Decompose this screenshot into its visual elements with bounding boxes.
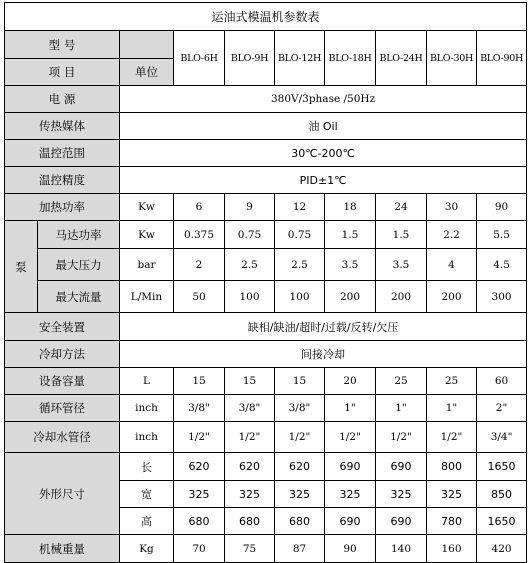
table-cell: 325 <box>325 481 376 508</box>
model-name: BLO-6H <box>174 31 225 86</box>
table-cell: 680 <box>174 508 225 535</box>
table-cell: 87 <box>275 535 325 563</box>
table-cell: 325 <box>427 481 477 508</box>
table-cell: 4.5 <box>477 249 527 281</box>
row-unit: Kg <box>120 535 174 563</box>
unit-label: 单位 <box>120 59 174 86</box>
table-cell: 24 <box>376 194 427 221</box>
table-cell: 12 <box>275 194 325 221</box>
row-label: 冷却水管径 <box>5 422 120 453</box>
table-cell: 200 <box>325 281 376 313</box>
table-cell: 18 <box>325 194 376 221</box>
table-cell: 6 <box>174 194 225 221</box>
medium-row <box>5 113 527 140</box>
table-cell: 200 <box>427 281 477 313</box>
cool-pipe-row <box>5 422 527 453</box>
table-cell: 140 <box>376 535 427 563</box>
weight-row <box>5 535 527 563</box>
capacity-row <box>5 368 527 395</box>
table-cell: 50 <box>174 281 225 313</box>
table-cell: 325 <box>275 481 325 508</box>
pump-label: 泵 <box>5 221 38 313</box>
table-cell: 15 <box>225 368 275 395</box>
model-name: BLO-9H <box>225 31 275 86</box>
safety-row <box>5 313 527 341</box>
table-cell: 60 <box>477 368 527 395</box>
row-unit: 宽 <box>120 481 174 508</box>
table-cell: 800 <box>427 453 477 481</box>
max-pressure-row <box>5 249 527 281</box>
table-cell: 1" <box>376 395 427 422</box>
table-cell: 1/2" <box>376 422 427 453</box>
row-value: 油 Oil <box>120 113 527 140</box>
table-cell: 3/8" <box>174 395 225 422</box>
title-row <box>5 3 527 31</box>
table-cell: 30 <box>427 194 477 221</box>
table-cell: 690 <box>376 508 427 535</box>
table-cell: 620 <box>225 453 275 481</box>
table-cell: 680 <box>275 508 325 535</box>
table-cell: 780 <box>427 508 477 535</box>
table-cell: 3/8" <box>275 395 325 422</box>
table-cell: 325 <box>376 481 427 508</box>
table-cell: 200 <box>376 281 427 313</box>
dim-length-row <box>5 453 527 481</box>
row-value: 间接冷却 <box>120 341 527 368</box>
item-label: 项 目 <box>5 59 120 86</box>
row-value: PID±1℃ <box>120 167 527 194</box>
temp-precision-row <box>5 167 527 194</box>
table-cell: 0.375 <box>174 221 225 249</box>
table-cell: 2.5 <box>275 249 325 281</box>
max-flow-row <box>5 281 527 313</box>
table-cell: 1650 <box>477 453 527 481</box>
row-unit: L/Min <box>120 281 174 313</box>
table-cell: 1" <box>325 395 376 422</box>
table-cell: 0.75 <box>275 221 325 249</box>
table-cell: 620 <box>275 453 325 481</box>
motor-power-row <box>5 221 527 249</box>
table-cell: 90 <box>325 535 376 563</box>
row-unit: bar <box>120 249 174 281</box>
table-cell: 690 <box>376 453 427 481</box>
table-cell: 75 <box>225 535 275 563</box>
table-cell: 690 <box>325 508 376 535</box>
table-cell: 4 <box>427 249 477 281</box>
row-value: 30℃-200℃ <box>120 140 527 167</box>
row-label: 设备容量 <box>5 368 120 395</box>
row-label: 机械重量 <box>5 535 120 563</box>
temp-range-row <box>5 140 527 167</box>
table-cell: 1.5 <box>325 221 376 249</box>
row-label: 安全装置 <box>5 313 120 341</box>
table-cell: 3/8" <box>225 395 275 422</box>
row-label: 温控范围 <box>5 140 120 167</box>
table-cell: 2" <box>477 395 527 422</box>
table-cell: 2.5 <box>225 249 275 281</box>
spec-sheet <box>4 2 527 563</box>
table-cell: 620 <box>174 453 225 481</box>
circ-pipe-row <box>5 395 527 422</box>
model-name: BLO-30H <box>427 31 477 86</box>
row-unit: inch <box>120 422 174 453</box>
table-cell: 1/2" <box>174 422 225 453</box>
row-label: 温控精度 <box>5 167 120 194</box>
row-unit: Kw <box>120 221 174 249</box>
table-cell: 1650 <box>477 508 527 535</box>
table-cell: 325 <box>225 481 275 508</box>
table-cell: 90 <box>477 194 527 221</box>
table-cell: 9 <box>225 194 275 221</box>
heating-power-row <box>5 194 527 221</box>
model-label: 型 号 <box>5 31 120 59</box>
table-cell: 15 <box>275 368 325 395</box>
model-name: BLO-18H <box>325 31 376 86</box>
row-label: 最大流量 <box>38 281 120 313</box>
table-cell: 25 <box>376 368 427 395</box>
parameter-table <box>4 2 527 563</box>
model-name: BLO-12H <box>275 31 325 86</box>
model-name: BLO-90H <box>477 31 527 86</box>
row-label: 马达功率 <box>38 221 120 249</box>
table-cell: 1/2" <box>275 422 325 453</box>
row-value: 缺相/缺油/超时/过载/反转/欠压 <box>120 313 527 341</box>
row-unit: inch <box>120 395 174 422</box>
table-cell: 5.5 <box>477 221 527 249</box>
table-cell: 2.2 <box>427 221 477 249</box>
row-label: 传热媒体 <box>5 113 120 140</box>
table-cell: 850 <box>477 481 527 508</box>
table-cell: 690 <box>325 453 376 481</box>
table-cell: 1.5 <box>376 221 427 249</box>
table-cell: 2 <box>174 249 225 281</box>
table-cell: 680 <box>225 508 275 535</box>
table-cell: 0.75 <box>225 221 275 249</box>
table-cell: 300 <box>477 281 527 313</box>
header-row-model <box>5 31 527 59</box>
table-cell: 20 <box>325 368 376 395</box>
row-label: 冷却方法 <box>5 341 120 368</box>
table-cell: 325 <box>174 481 225 508</box>
model-name: BLO-24H <box>376 31 427 86</box>
power-supply-row <box>5 86 527 113</box>
table-cell: 1/2" <box>225 422 275 453</box>
dimensions-label: 外形尺寸 <box>5 453 120 535</box>
table-cell: 160 <box>427 535 477 563</box>
row-unit: 长 <box>120 453 174 481</box>
table-cell: 3.5 <box>325 249 376 281</box>
cooling-row <box>5 341 527 368</box>
table-title: 运油式模温机参数表 <box>5 3 527 31</box>
row-label: 循环管径 <box>5 395 120 422</box>
table-cell: 1/2" <box>427 422 477 453</box>
table-cell: 3.5 <box>376 249 427 281</box>
row-unit: 高 <box>120 508 174 535</box>
table-cell: 420 <box>477 535 527 563</box>
table-cell: 100 <box>225 281 275 313</box>
row-label: 最大压力 <box>38 249 120 281</box>
row-value: 380V/3phase /50Hz <box>120 86 527 113</box>
row-unit: Kw <box>120 194 174 221</box>
table-cell: 3/4" <box>477 422 527 453</box>
table-cell: 70 <box>174 535 225 563</box>
row-unit: L <box>120 368 174 395</box>
table-cell: 1" <box>427 395 477 422</box>
row-label: 加热功率 <box>5 194 120 221</box>
table-cell: 15 <box>174 368 225 395</box>
table-cell: 1/2" <box>325 422 376 453</box>
table-cell: 25 <box>427 368 477 395</box>
table-cell: 100 <box>275 281 325 313</box>
row-label: 电 源 <box>5 86 120 113</box>
